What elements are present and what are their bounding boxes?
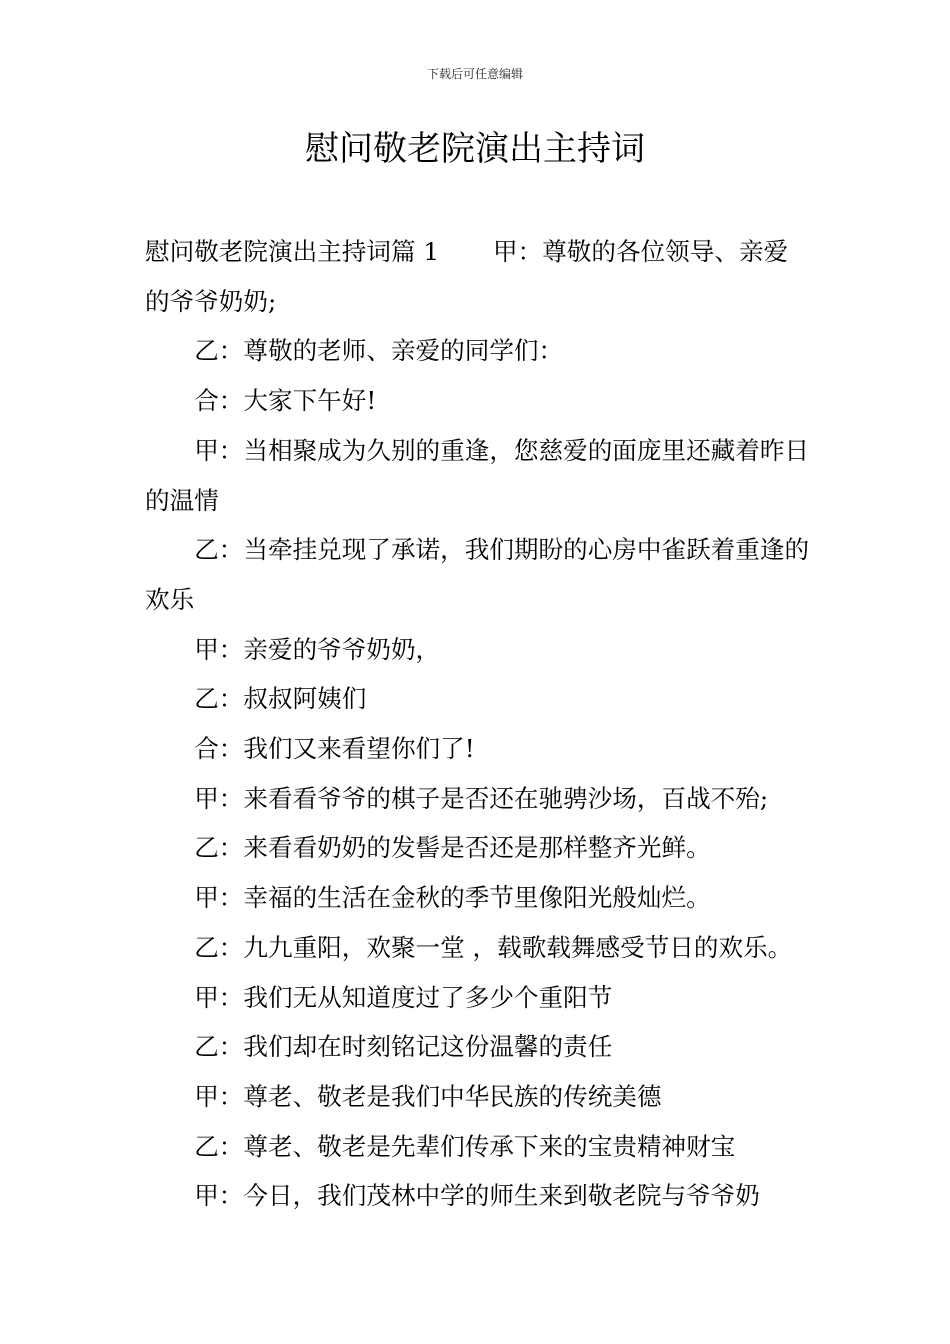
paragraph: 乙：尊敬的老师、亲爱的同学们： <box>194 336 564 366</box>
paragraph: 乙：尊老、敬老是先辈们传承下来的宝贵精神财宝 <box>194 1131 736 1161</box>
paragraph: 甲：今日，我们茂林中学的师生来到敬老院与爷爷奶 <box>194 1181 760 1211</box>
intro-text: 甲：尊敬的各位领导、亲爱的爷爷奶奶; <box>145 237 789 316</box>
paragraph: 甲：来看看爷爷的棋子是否还在驰骋沙场，百战不殆; <box>194 783 769 813</box>
paragraph: 乙：我们却在时刻铭记这份温馨的责任 <box>194 1032 613 1062</box>
paragraph: 甲：尊老、敬老是我们中华民族的传统美德 <box>194 1081 662 1111</box>
paragraph: 合：我们又来看望你们了! <box>194 734 475 764</box>
document-title: 慰问敬老院演出主持词 <box>305 129 645 169</box>
paragraph: 甲：我们无从知道度过了多少个重阳节 <box>194 982 613 1012</box>
document-body <box>145 227 810 1221</box>
paragraph: 合：大家下午好! <box>194 386 377 416</box>
paragraph: 乙：九九重阳，欢聚一堂 ，载歌载舞感受节日的欢乐。 <box>194 932 793 962</box>
intro-paragraph <box>145 227 810 326</box>
paragraph: 乙：来看看奶奶的发髻是否还是那样整齐光鲜。 <box>194 833 711 863</box>
section-heading: 慰问敬老院演出主持词篇 1 <box>145 237 439 266</box>
paragraph: 乙：叔叔阿姨们 <box>194 684 367 714</box>
paragraph: 甲：亲爱的爷爷奶奶， <box>194 634 441 664</box>
paragraph: 甲：幸福的生活在金秋的季节里像阳光般灿烂。 <box>194 883 711 913</box>
paragraph: 乙：当牵挂兑现了承诺，我们期盼的心房中雀跃着重逢的欢乐 <box>145 535 810 614</box>
header-note: 下载后可任意编辑 <box>426 67 523 81</box>
paragraph: 甲：当相聚成为久别的重逢，您慈爱的面庞里还藏着昨日的温情 <box>145 435 810 515</box>
